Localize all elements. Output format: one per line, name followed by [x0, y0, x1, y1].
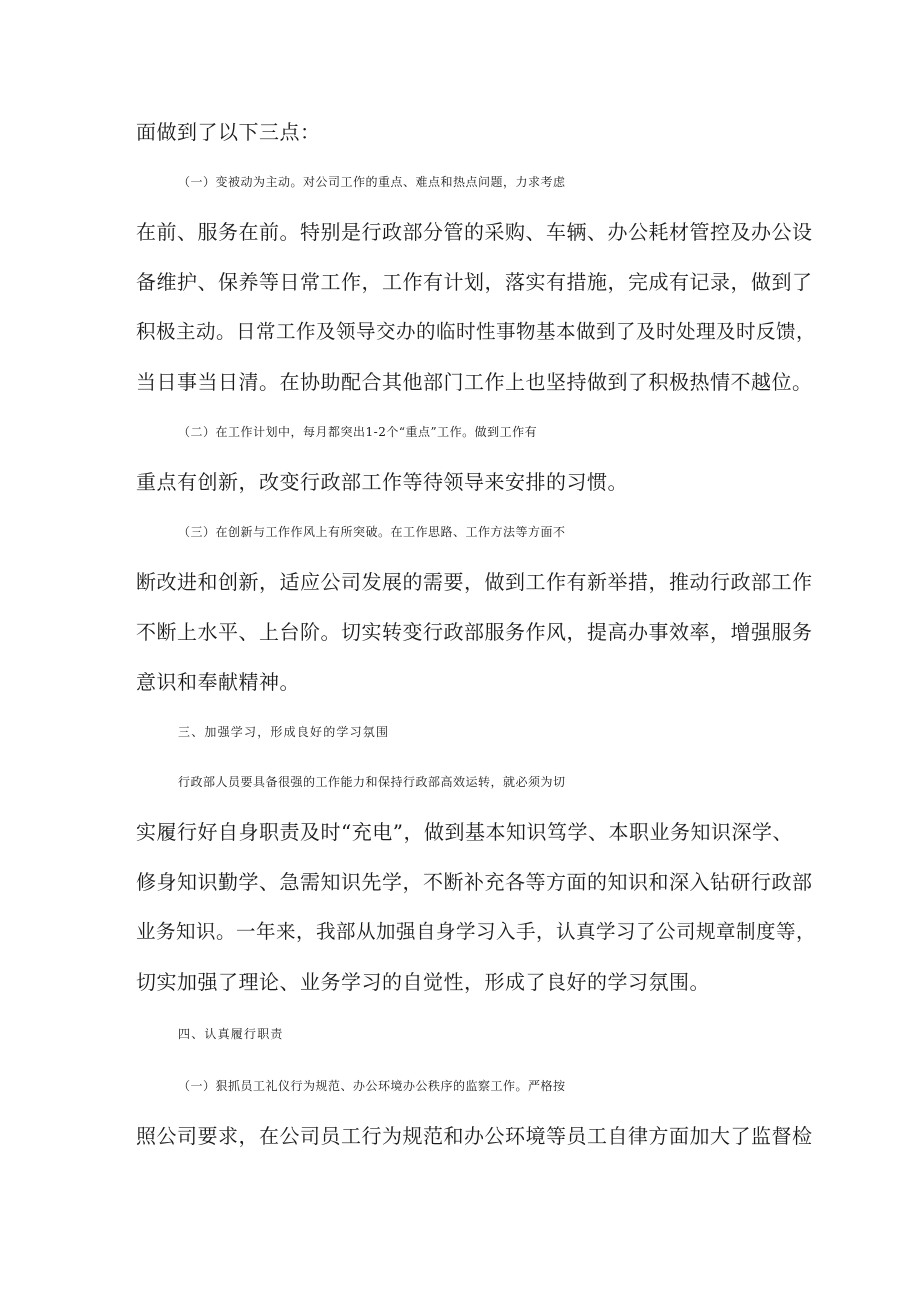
text-line: 切实加强了理论、业务学习的自觉性，形成了良好的学习氛围。	[136, 970, 710, 994]
text-line: 当日事当日清。在协助配合其他部门工作上也坚持做到了积极热情不越位。	[136, 370, 813, 394]
text-line: （一）变被动为主动。对公司工作的重点、难点和热点问题，力求考虑	[178, 175, 566, 189]
text-line: （三）在创新与工作作风上有所突破。在工作思路、工作方法等方面不	[178, 525, 566, 539]
text-line: 修身知识勤学、急需知识先学，不断补充各等方面的知识和深入钻研行政部	[136, 870, 813, 894]
text-line: 意识和奉献精神。	[136, 670, 300, 694]
text-line: 照公司要求，在公司员工行为规范和办公环境等员工自律方面加大了监督检	[136, 1124, 813, 1148]
text-line: 备维护、保养等日常工作，工作有计划，落实有措施，完成有记录，做到了	[136, 270, 813, 294]
section-heading: 四、认真履行职责	[178, 1027, 284, 1041]
text-line: 断改进和创新，适应公司发展的需要，做到工作有新举措，推动行政部工作	[136, 570, 813, 594]
section-heading: 三、加强学习，形成良好的学习氛围	[178, 725, 390, 739]
text-line: 重点有创新，改变行政部工作等待领导来安排的习惯。	[136, 470, 628, 494]
text-line: 业务知识。一年来，我部从加强自身学习入手，认真学习了公司规章制度等，	[136, 920, 817, 943]
text-line: 行政部人员要具备很强的工作能力和保持行政部高效运转，就必须为切	[178, 775, 566, 789]
text-line: （二）在工作计划中，每月都突出1-2个“重点”工作。做到工作有	[178, 425, 538, 439]
text-line: 不断上水平、上台阶。切实转变行政部服务作风，提高办事效率，增强服务	[136, 620, 813, 644]
text-line: 实履行好自身职责及时“充电”，做到基本知识笃学、本职业务知识深学、	[136, 820, 793, 844]
text-line: 积极主动。日常工作及领导交办的临时性事物基本做到了及时处理及时反馈，	[136, 320, 817, 343]
text-line: 面做到了以下三点：	[136, 120, 321, 144]
text-line: 在前、服务在前。特别是行政部分管的采购、车辆、办公耗材管控及办公设	[136, 220, 813, 244]
text-line: （一）狠抓员工礼仪行为规范、办公环境办公秩序的监察工作。严格按	[178, 1079, 566, 1093]
